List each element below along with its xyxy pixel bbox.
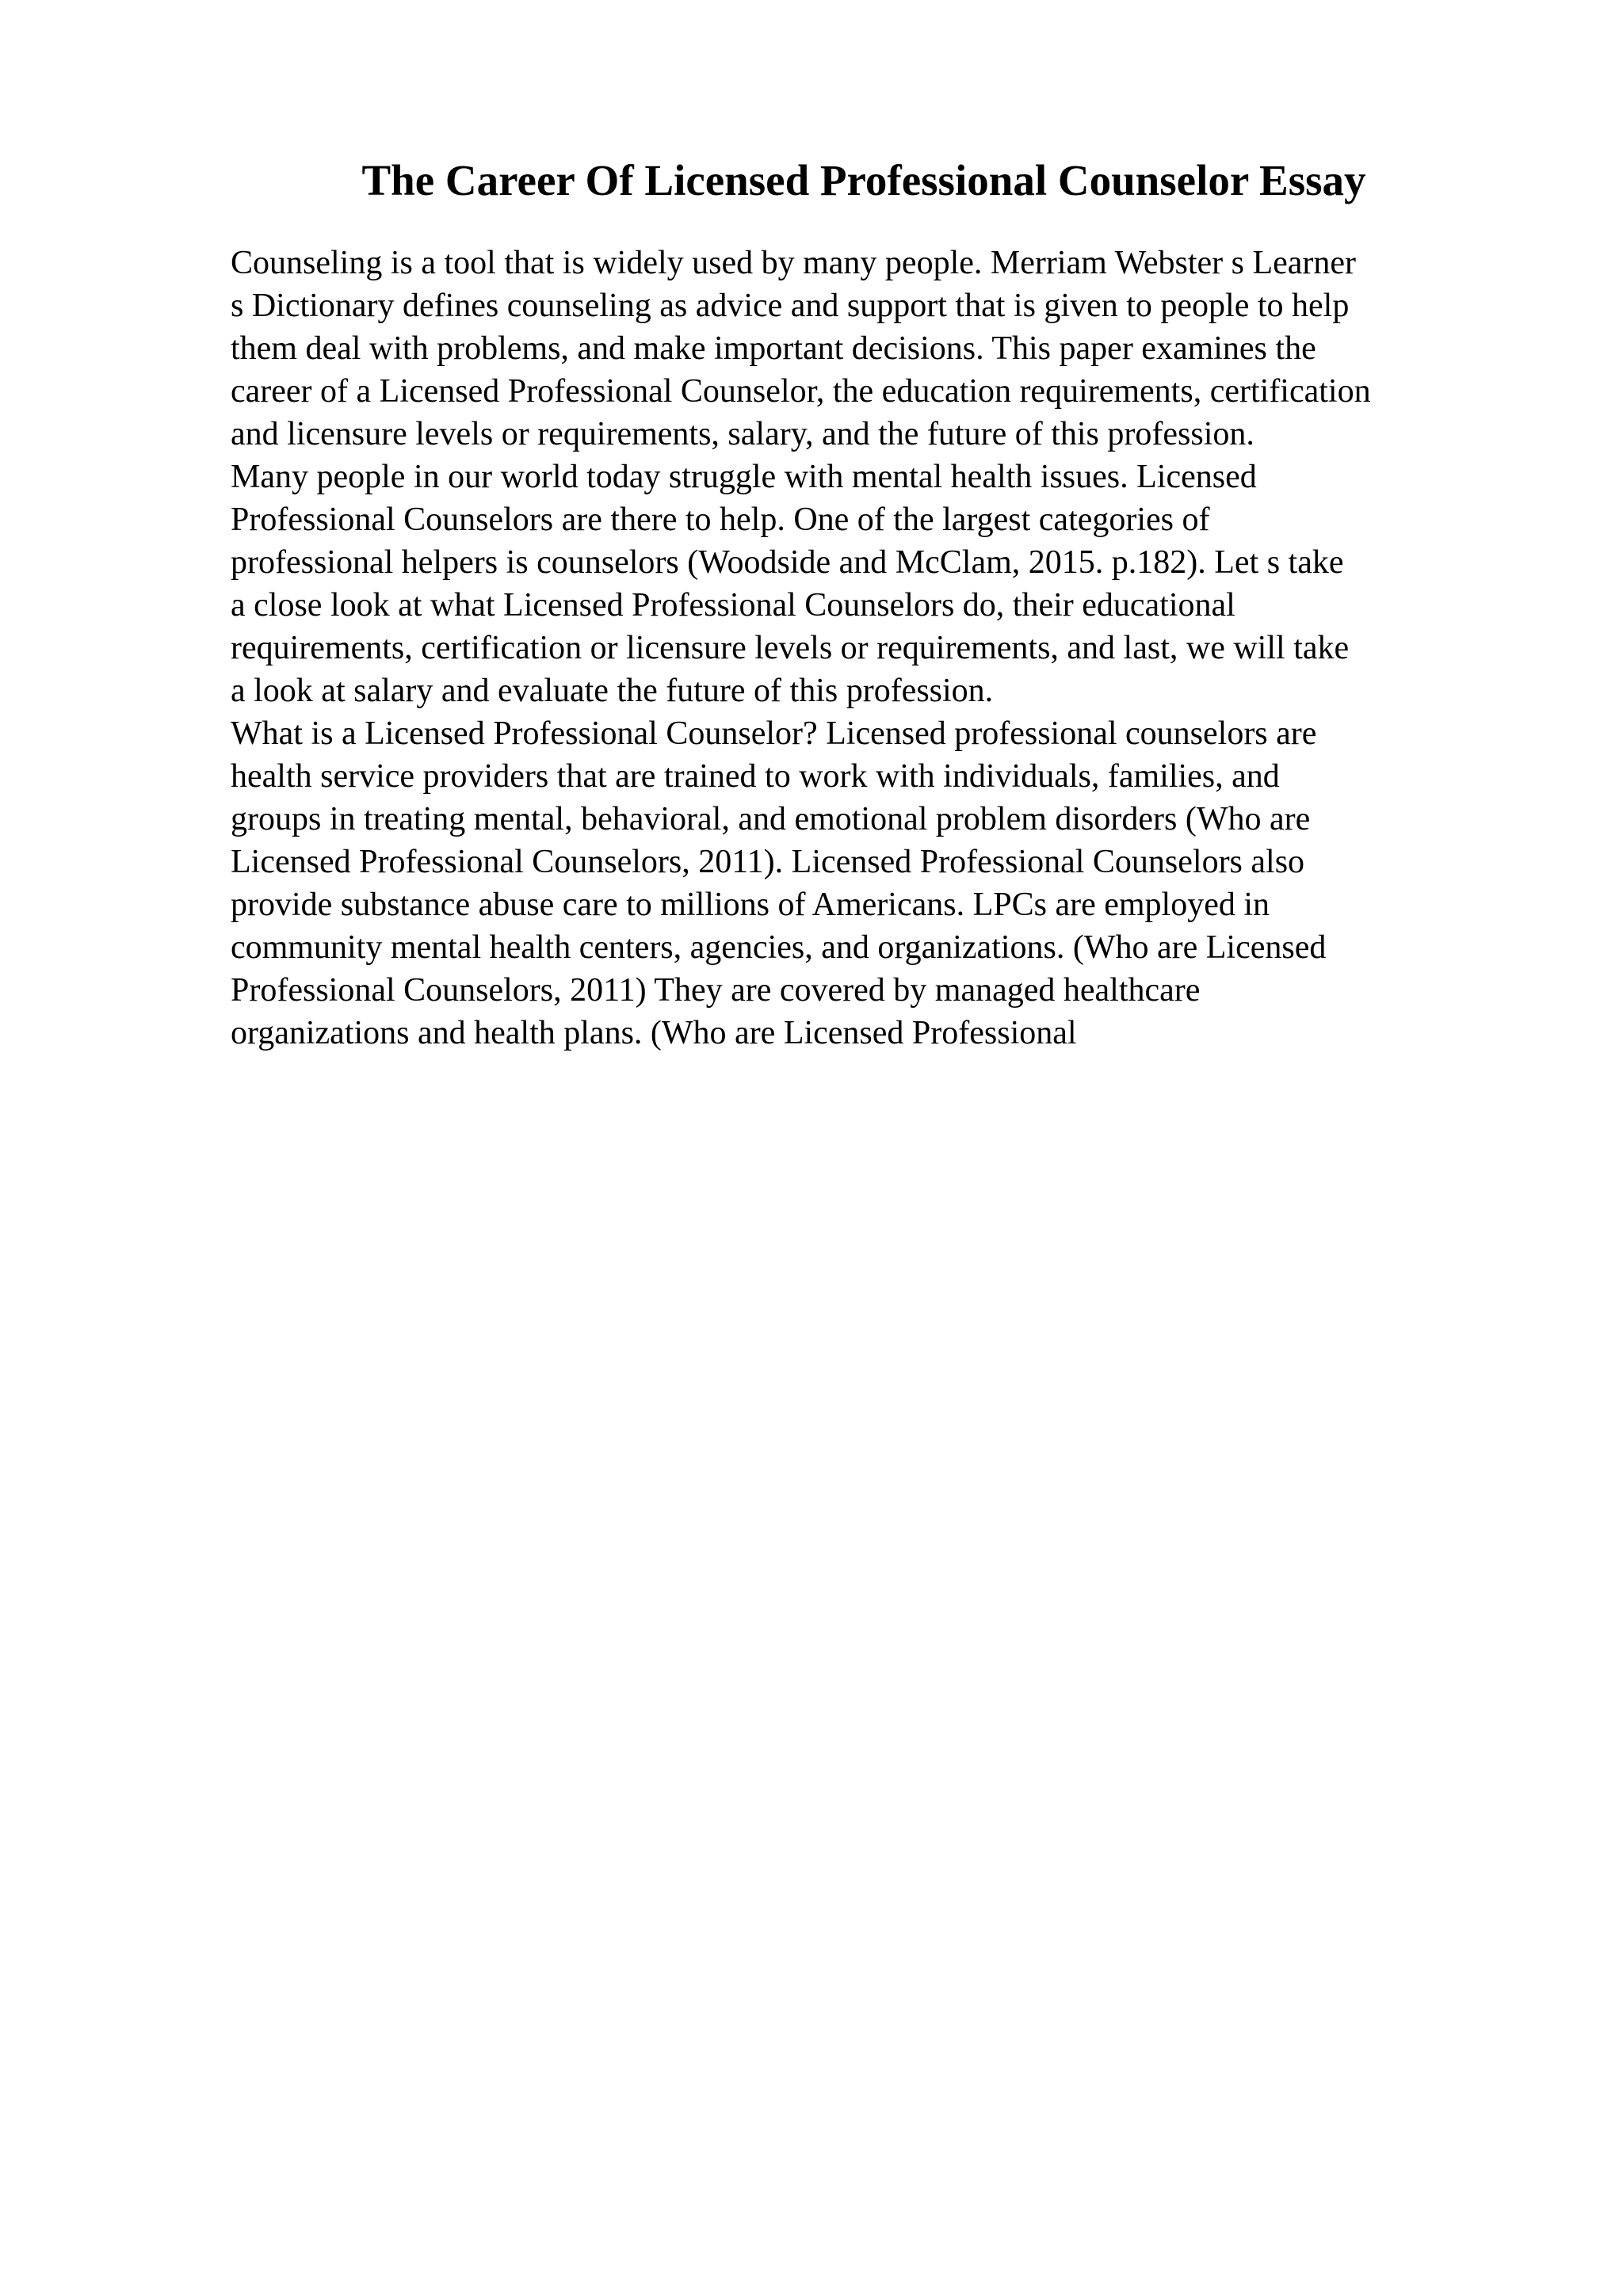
body-line: s Dictionary defines counseling as advice and support that is given to people to help xyxy=(231,288,1350,324)
body-line: requirements, certification or licensure levels or requirements, and last, we will take xyxy=(231,630,1350,666)
body-line: a close look at what Licensed Professional Counselors do, their educational xyxy=(231,587,1235,624)
document-title: The Career Of Licensed Professional Counselor Essay xyxy=(361,156,1366,204)
body-line: and licensure levels or requirements, salary, and the future of this profession. xyxy=(231,416,1254,452)
body-line: Counseling is a tool that is widely used by many people. Merriam Webster s Learner xyxy=(231,245,1357,281)
body-line: a look at salary and evaluate the future of this profession. xyxy=(231,673,994,709)
body-line: them deal with problems, and make important decisions. This paper examines the xyxy=(231,330,1316,367)
body-line: Professional Counselors are there to help. One of the largest categories of xyxy=(231,502,1210,538)
body-line: Professional Counselors, 2011) They are covered by managed healthcare xyxy=(231,972,1201,1009)
body-line: groups in treating mental, behavioral, and emotional problem disorders (Who are xyxy=(231,801,1311,837)
body-line: What is a Licensed Professional Counselor? Licensed professional counselors are xyxy=(231,715,1317,752)
body-line: Many people in our world today struggle with mental health issues. Licensed xyxy=(231,459,1257,495)
body-line: organizations and health plans. (Who are Licensed Professional xyxy=(231,1015,1077,1051)
body-line: career of a Licensed Professional Counselor, the education requirements, certification xyxy=(231,373,1371,410)
body-line: Licensed Professional Counselors, 2011). Licensed Professional Counselors also xyxy=(231,844,1305,880)
body-line: health service providers that are trained to work with individuals, families, and xyxy=(231,758,1280,795)
body-line: community mental health centers, agencies, and organizations. (Who are Licensed xyxy=(231,929,1327,966)
body-line: professional helpers is counselors (Woodside and McClam, 2015. p.182). Let s take xyxy=(231,544,1344,581)
document-body xyxy=(231,242,1530,1055)
body-line: provide substance abuse care to millions of Americans. LPCs are employed in xyxy=(231,887,1270,923)
